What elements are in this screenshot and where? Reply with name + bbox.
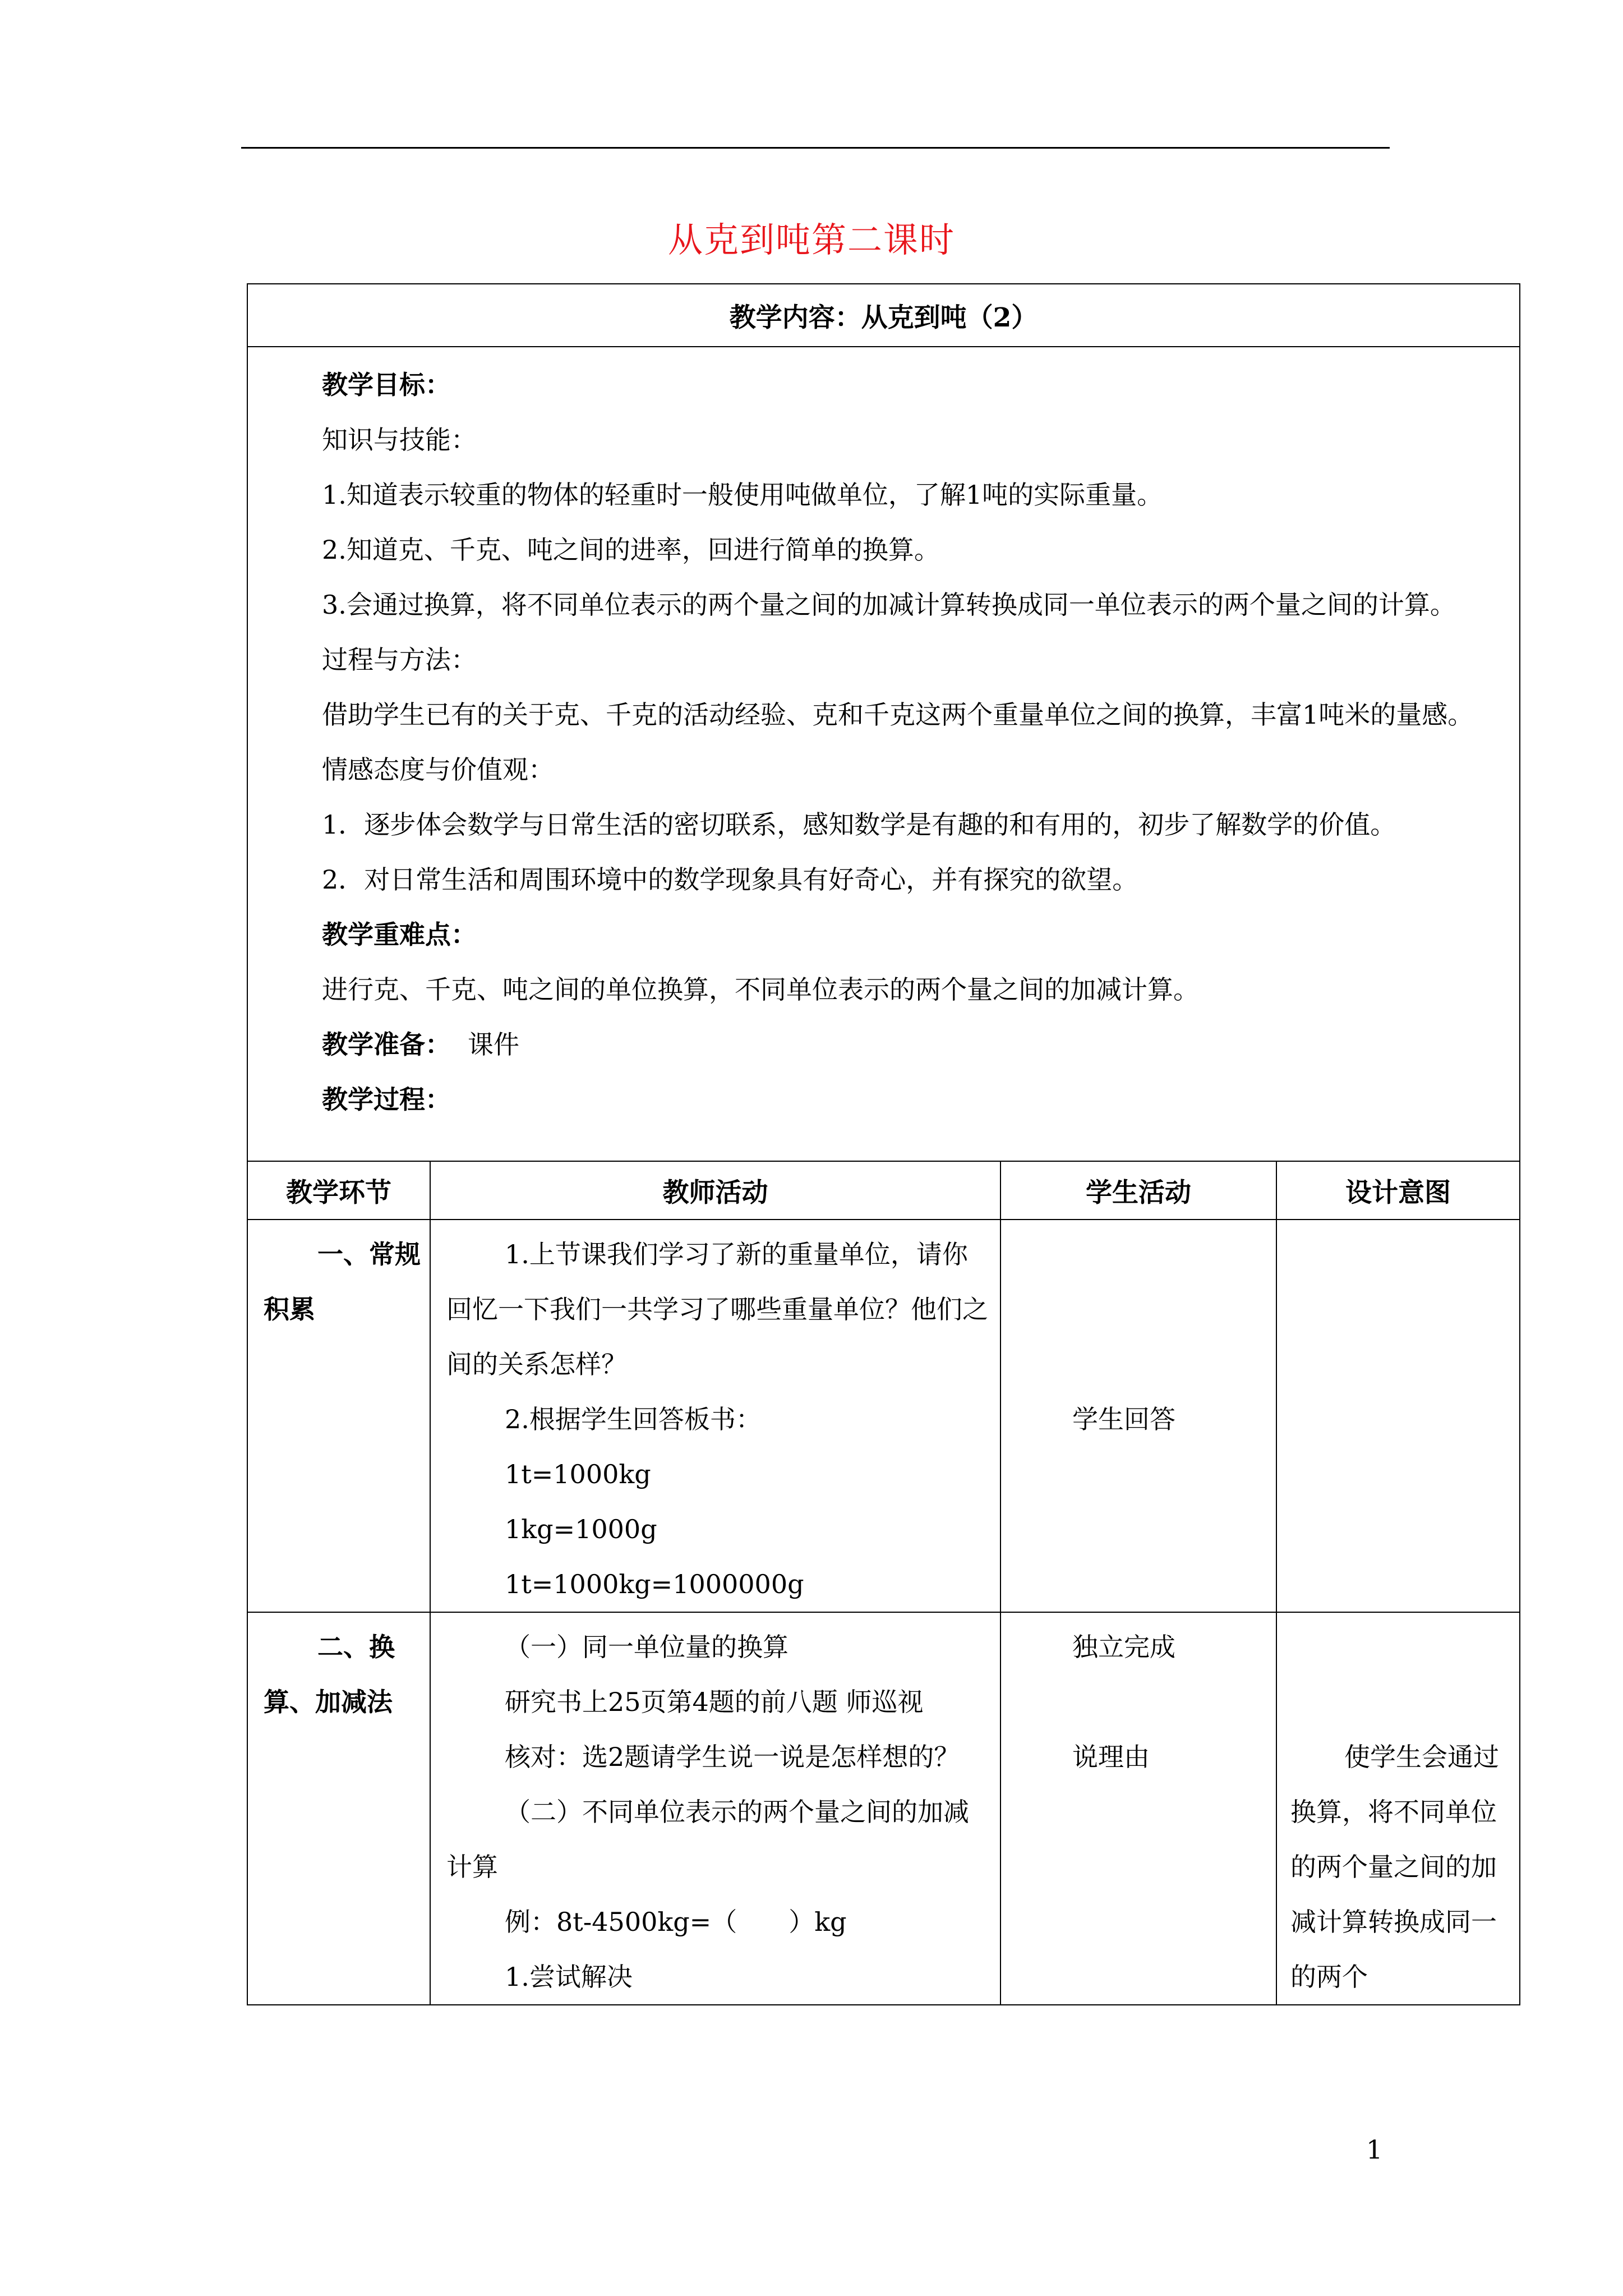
teacher-line: 1.上节课我们学习了新的重量单位，请你回忆一下我们一共学习了哪些重量单位？他们之间的关系怎样？ [446, 1239, 988, 1379]
lesson-plan-table [247, 283, 1520, 2005]
teacher-line: 例：8t-4500kg=（ ）kg [505, 1907, 847, 1937]
stage-label: 二、换算、加减法 [264, 1632, 395, 1717]
page-number: 1 [1366, 2134, 1383, 2165]
process-steps-heading: 教学过程： [322, 1084, 451, 1115]
prep-line [264, 1017, 1502, 1072]
document-title: 从克到吨第二课时 [667, 219, 955, 260]
prep-text: 课件 [468, 1029, 519, 1060]
design-cell [1276, 1220, 1520, 1612]
process-text: 借助学生已有的关于克、千克的活动经验、克和千克这两个重量单位之间的换算，丰富1吨米的量感。 [322, 700, 1474, 730]
table-row [247, 1220, 1520, 1612]
teacher-line: （一）同一单位量的换算 [505, 1632, 789, 1662]
student-text: 学生回答 [1072, 1404, 1175, 1434]
teacher-cell [430, 1220, 1000, 1612]
student-text: 独立完成 [1072, 1632, 1175, 1662]
table-row [247, 1612, 1520, 2005]
process-heading: 过程与方法： [322, 645, 477, 675]
student-text: 说理由 [1072, 1742, 1150, 1772]
knowledge-item: 1.知道表示较重的物体的轻重时一般使用吨做单位，了解1吨的实际重量。 [322, 480, 1163, 510]
goal-heading: 教学目标： [322, 370, 451, 400]
attitude-item: 1．逐步体会数学与日常生活的密切联系，感知数学是有趣的和有用的，初步了解数学的价值。 [322, 809, 1396, 840]
key-text: 进行克、千克、吨之间的单位换算，不同单位表示的两个量之间的加减计算。 [322, 974, 1199, 1005]
stage-cell [247, 1612, 430, 2005]
attitude-heading: 情感态度与价值观： [322, 754, 554, 785]
design-cell [1276, 1612, 1520, 2005]
student-cell [1000, 1220, 1276, 1612]
teacher-line: 研究书上25页第4题的前八题 师巡视 [505, 1687, 924, 1717]
teacher-cell [430, 1612, 1000, 2005]
knowledge-item: 3.会通过换算，将不同单位表示的两个量之间的加减计算转换成同一单位表示的两个量之间的计算。 [322, 590, 1456, 620]
teacher-line: （二）不同单位表示的两个量之间的加减计算 [446, 1797, 969, 1882]
stage-label: 一、常规积累 [264, 1239, 421, 1324]
column-header-teacher: 教师活动 [430, 1161, 1000, 1220]
teacher-line: 核对：选2题请学生说一说是怎样想的？ [505, 1742, 960, 1772]
objectives-cell [247, 347, 1520, 1161]
knowledge-heading: 知识与技能： [322, 425, 477, 455]
column-header-design: 设计意图 [1276, 1161, 1520, 1220]
prep-heading: 教学准备： [322, 1029, 451, 1060]
teacher-line: 2.根据学生回答板书： [505, 1404, 762, 1434]
teacher-line: 1.尝试解决 [505, 1962, 633, 1992]
header-rule [241, 147, 1390, 149]
teacher-line: 1kg=1000g [505, 1514, 657, 1544]
stage-cell [247, 1220, 430, 1612]
column-header-stage: 教学环节 [247, 1161, 430, 1220]
key-heading: 教学重难点： [322, 919, 477, 950]
column-header-student: 学生活动 [1000, 1161, 1276, 1220]
content-header: 教学内容：从克到吨（2） [247, 284, 1520, 347]
knowledge-item: 2.知道克、千克、吨之间的进率，回进行简单的换算。 [322, 535, 940, 565]
attitude-item: 2．对日常生活和周围环境中的数学现象具有好奇心，并有探究的欲望。 [322, 864, 1138, 895]
teacher-line: 1t=1000kg [505, 1459, 651, 1489]
design-text: 使学生会通过换算，将不同单位的两个量之间的加减计算转换成同一的两个 [1290, 1742, 1499, 1992]
student-cell [1000, 1612, 1276, 2005]
teacher-line: 1t=1000kg=1000000g [505, 1569, 804, 1599]
